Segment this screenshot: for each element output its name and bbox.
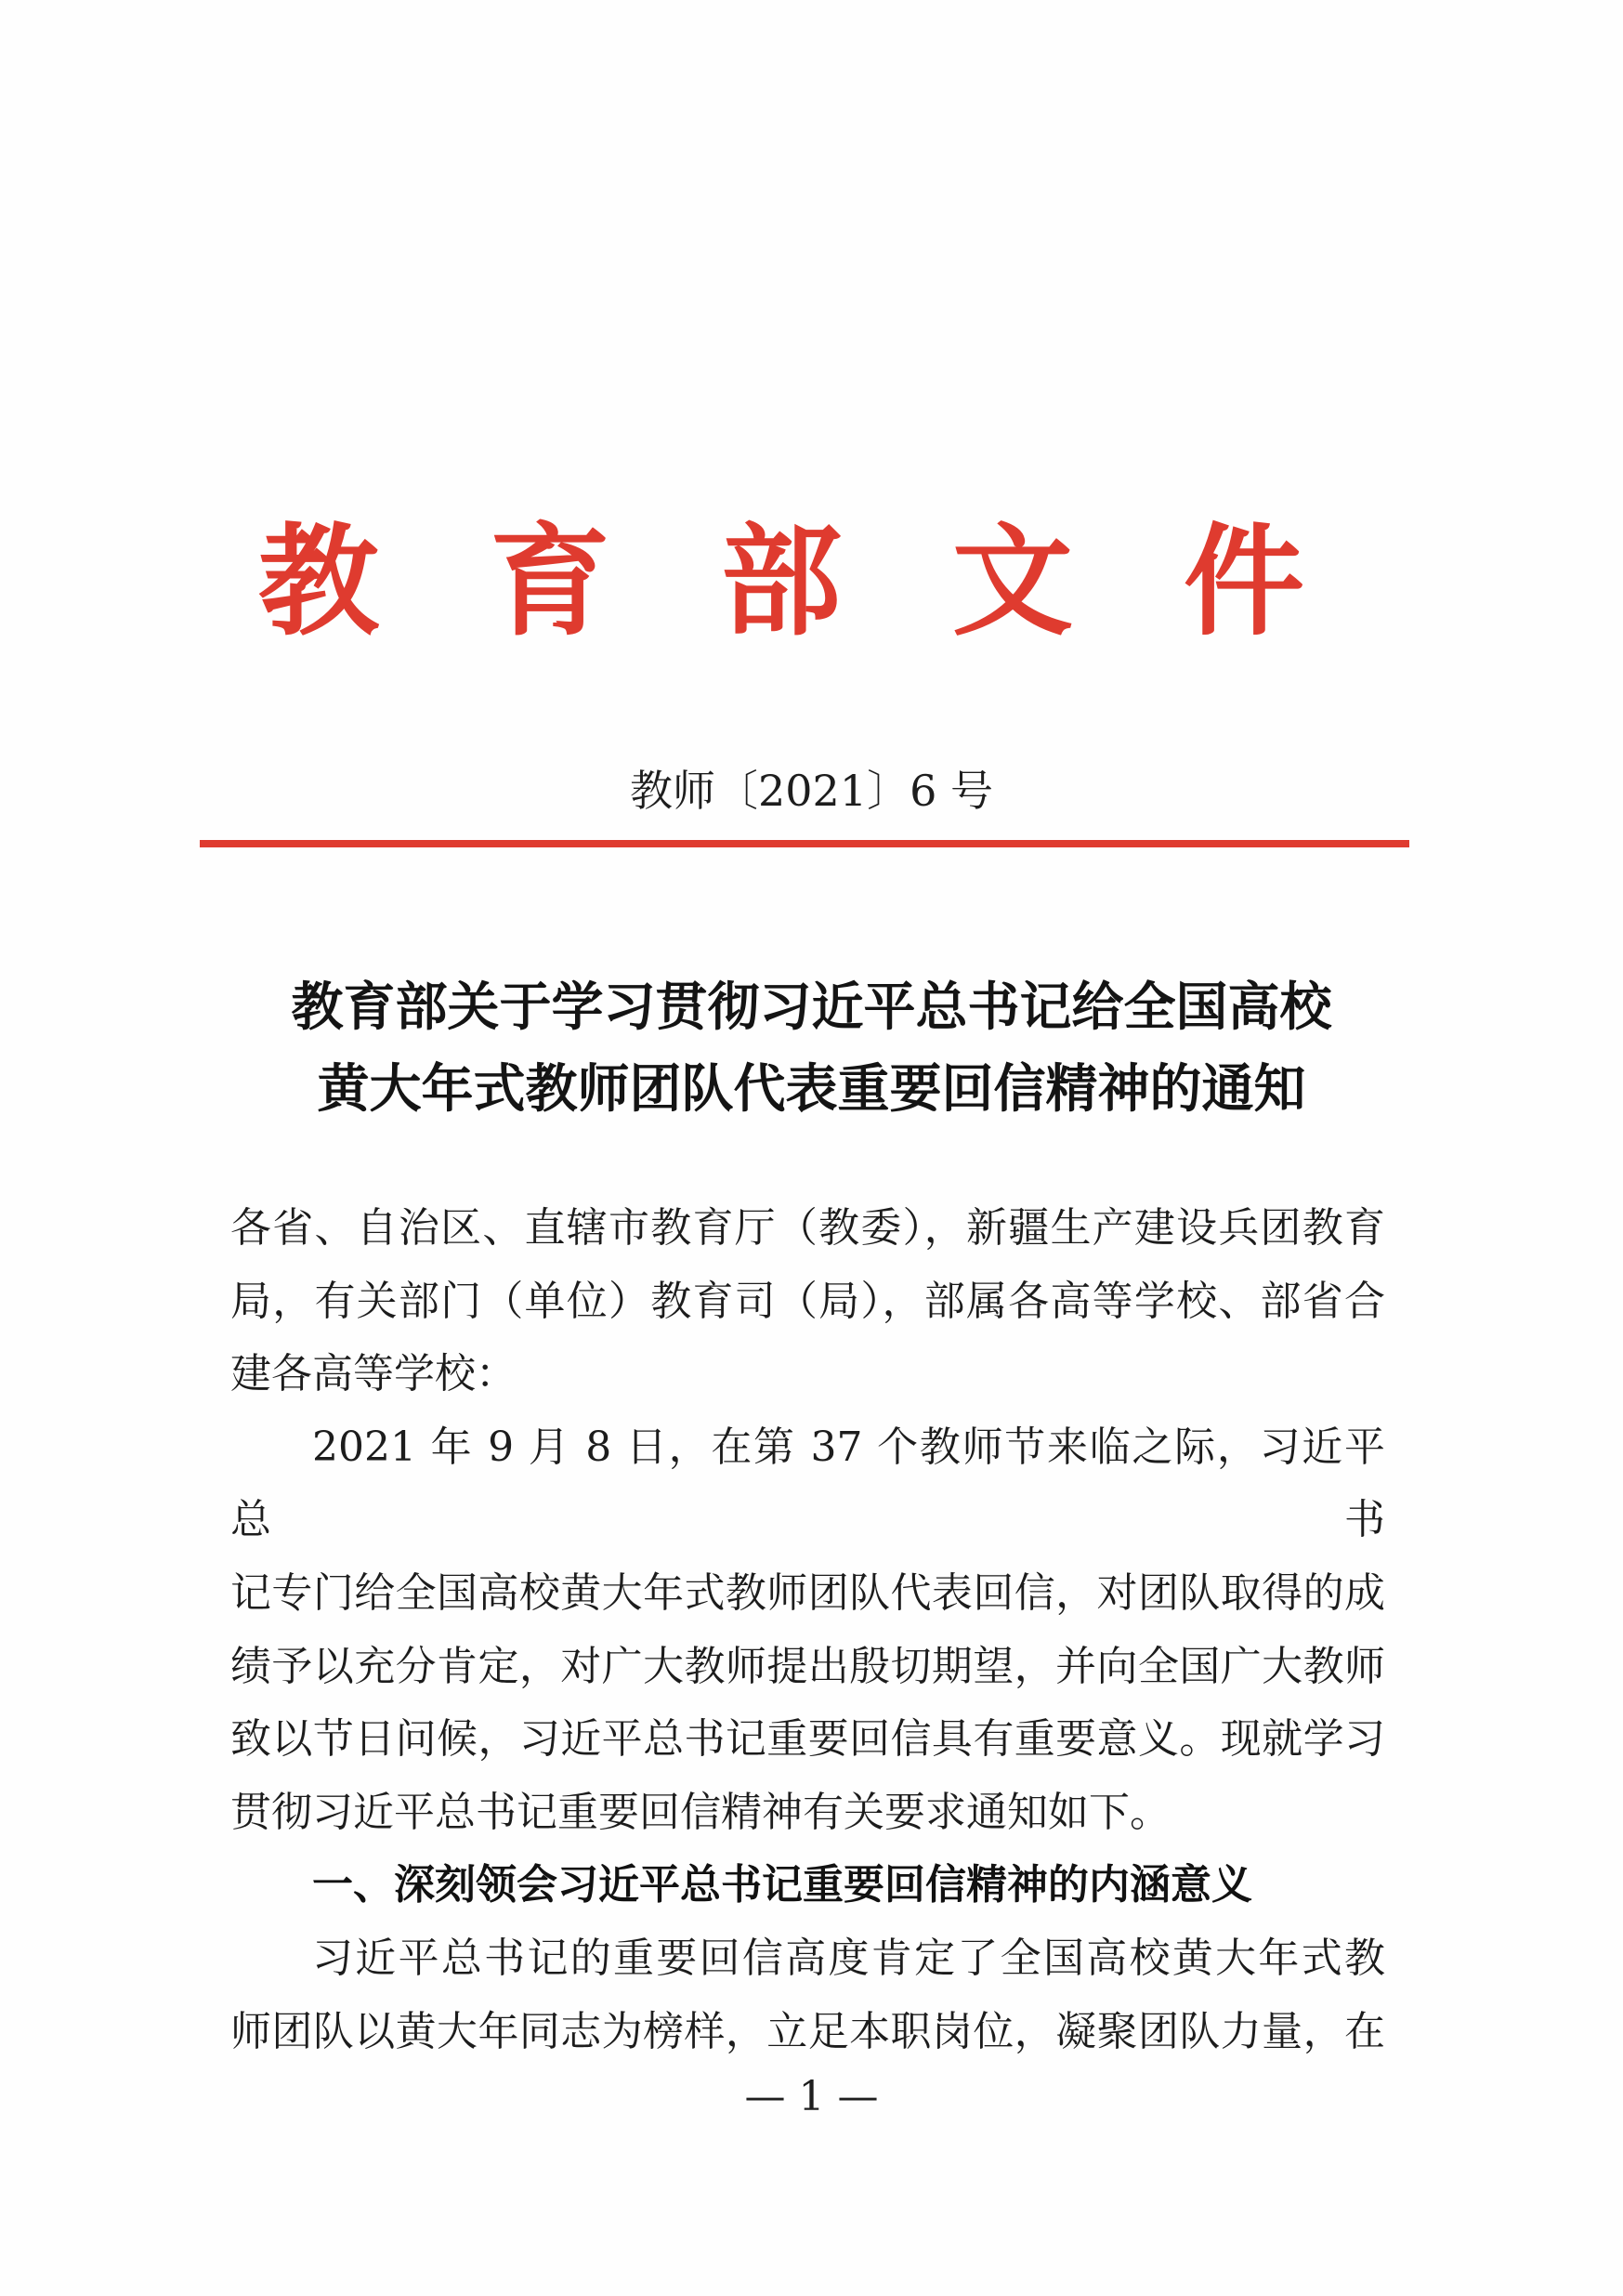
body-line: 2021 年 9 月 8 日，在第 37 个教师节来临之际，习近平总书 — [230, 1423, 1385, 1544]
body-line: 贯彻习近平总书记重要回信精神有关要求通知如下。 — [230, 1788, 1171, 1836]
body-text — [230, 1192, 1385, 2068]
page-number: — 1 — — [744, 2073, 879, 2120]
body-line: 各省、自治区、直辖市教育厅（教委），新疆生产建设兵团教育 — [230, 1204, 1385, 1252]
body-line: 师团队以黄大年同志为榜样，立足本职岗位，凝聚团队力量，在 — [230, 2007, 1385, 2055]
doc-title — [0, 966, 1623, 1130]
body-line: 记专门给全国高校黄大年式教师团队代表回信，对团队取得的成 — [230, 1568, 1385, 1617]
doc-title-line-2: 黄大年式教师团队代表重要回信精神的通知 — [317, 1058, 1306, 1120]
body-line: 习近平总书记的重要回信高度肯定了全国高校黄大年式教 — [312, 1934, 1385, 1982]
body-line: 致以节日问候，习近平总书记重要回信具有重要意义。现就学习 — [230, 1715, 1385, 1764]
body-line: 局，有关部门（单位）教育司（局），部属各高等学校、部省合 — [230, 1277, 1385, 1325]
ministry-header-banner: 教 育 部 文 件 — [258, 510, 1304, 652]
doc-number: 教师〔2021〕6 号 — [630, 766, 993, 816]
section-heading: 一、深刻领会习近平总书记重要回信精神的内涵意义 — [312, 1861, 1252, 1909]
red-divider-rule — [200, 840, 1409, 847]
body-line: 绩予以充分肯定，对广大教师提出殷切期望，并向全国广大教师 — [230, 1642, 1385, 1690]
doc-title-line-1: 教育部关于学习贯彻习近平总书记给全国高校 — [291, 977, 1332, 1038]
body-line: 建各高等学校： — [230, 1350, 517, 1398]
